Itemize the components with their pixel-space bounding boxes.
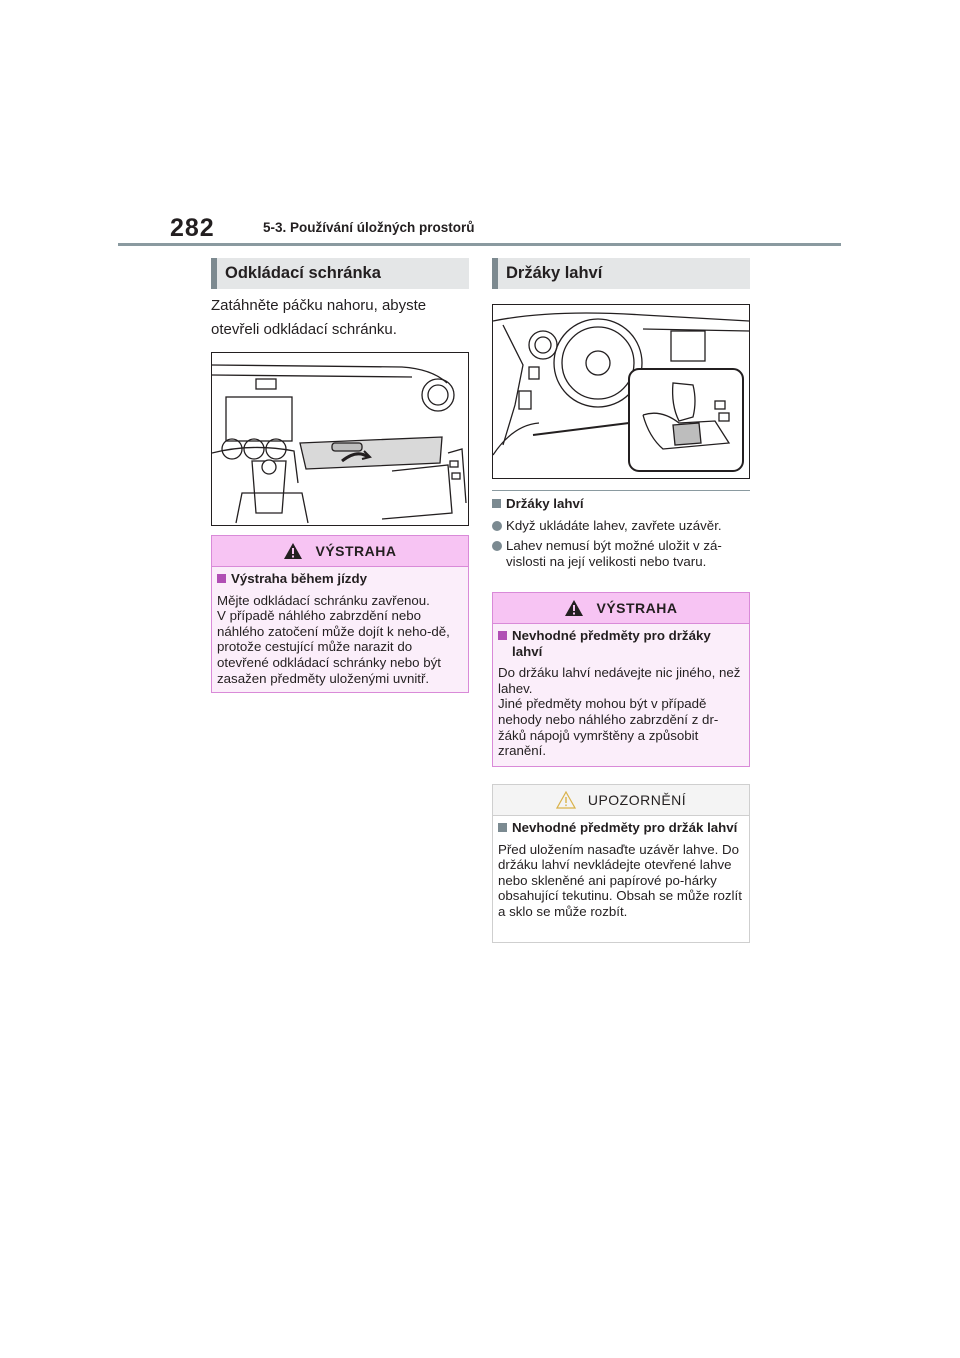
warning-triangle-icon — [283, 542, 303, 560]
bottle-holder-warning — [492, 592, 750, 767]
notice-text: Před uložením nasaďte uzávěr lahve. Do držáku lahví nevkládejte otevřené lahve nebo skleněné ani papírové po-hárky obsahující tekutinu. Obsah se může rozlít a sklo se může rozbít. — [498, 841, 742, 919]
warning-label: VÝSTRAHA — [596, 600, 678, 616]
section-title-bottle-holders: Držáky lahví — [492, 258, 750, 289]
warning-text: Do držáku lahví nedávejte nic jiného, než lahev. Jiné předměty mohou být v případě nehody nebo náhlého zabrzdění z dr-žáků nápojů vymrštěny a způsobit zranění. — [498, 665, 741, 759]
caution-triangle-icon — [556, 791, 576, 809]
glovebox-warning — [211, 535, 469, 693]
warning-text: Mějte odkládací schránku zavřenou. V případě náhlého zabrzdění nebo náhlého zatočení může dojít k neho-dě, protože cestující může narazit do otevřené odkládací schránky nebo být zasažen předměty uloženými uvnitř. — [217, 592, 450, 686]
warning-subtitle: Výstraha během jízdy — [231, 571, 367, 586]
page-number: 282 — [170, 214, 215, 242]
glovebox-intro: Zatáhněte páčku nahoru, abyste otevřeli odkládací schránku. — [211, 297, 427, 338]
warning-label: VÝSTRAHA — [315, 543, 397, 559]
warning-header — [212, 536, 468, 567]
bottle-holder-notice — [492, 784, 750, 943]
list-item: Lahev nemusí být možné uložit v zá-vislosti na její velikosti nebo tvaru. — [492, 538, 752, 569]
list-separator — [492, 490, 750, 491]
chapter-title: 5-3. Používání úložných prostorů — [263, 220, 475, 235]
notice-subtitle: Nevhodné předměty pro držák lahví — [512, 820, 738, 835]
dot-bullet-icon — [492, 541, 502, 551]
square-bullet-icon — [217, 574, 226, 583]
section-title-glovebox: Odkládací schránka — [211, 258, 469, 289]
glovebox-illustration — [211, 352, 469, 526]
dot-bullet-icon — [492, 521, 502, 531]
warning-subtitle: Nevhodné předměty pro držáky lahví — [512, 628, 711, 659]
square-bullet-icon — [498, 631, 507, 640]
header-rule — [118, 243, 841, 246]
warning-triangle-icon — [564, 599, 584, 617]
bottle-holder-list — [492, 496, 752, 574]
list-title: Držáky lahví — [506, 496, 584, 511]
warning-header — [493, 593, 749, 624]
square-bullet-icon — [492, 499, 501, 508]
list-item: Když ukládáte lahev, zavřete uzávěr. — [492, 518, 752, 534]
notice-header — [493, 785, 749, 816]
bottle-holder-illustration — [492, 304, 750, 479]
square-bullet-icon — [498, 823, 507, 832]
notice-label: UPOZORNĚNÍ — [587, 792, 687, 808]
